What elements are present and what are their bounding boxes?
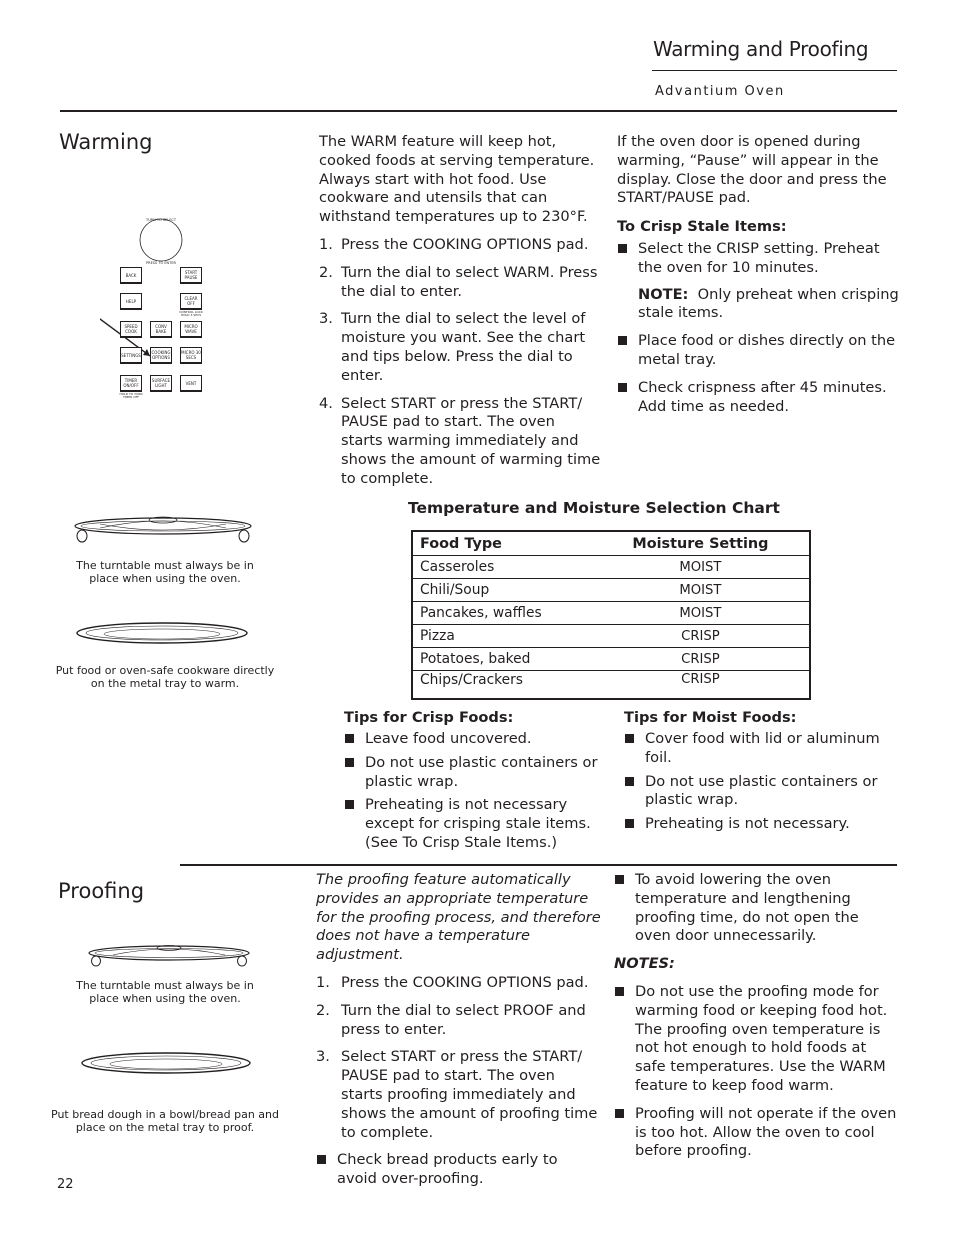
list-item: Do not use plastic containers or plastic wrap. [344,754,599,792]
list-item: Proofing will not operate if the oven is too hot. Allow the oven to cool before proofing. [614,1105,899,1161]
pad-surface-light: SURFACE LIGHT [150,375,172,392]
product-name: Advantium Oven [655,84,785,99]
pad-speed-cook: SPEED COOK [120,321,142,338]
turntable-icon [70,510,256,546]
square-bullet-icon [625,734,634,743]
proofing-bullets-right [614,871,899,946]
proofing-step: 2. Turn the dial to select PROOF and press to enter. [316,1001,586,1038]
square-bullet-icon [615,875,624,884]
column-header-food-type: Food Type [412,531,600,556]
header-divider [652,70,897,71]
table-row: Casseroles MOIST [412,556,810,579]
list-item: Do not use plastic containers or plastic wrap. [624,773,889,811]
pad-vent: VENT [180,375,202,392]
square-bullet-icon [317,1155,326,1164]
table-row: Potatoes, baked CRISP [412,648,810,671]
moisture-selection-table [411,530,811,700]
table-row: Pancakes, waffles MOIST [412,602,810,625]
warming-notes [617,133,902,416]
square-bullet-icon [625,777,634,786]
table-row: Pizza CRISP [412,625,810,648]
list-item: Select the CRISP setting. Preheat the oven for 10 minutes. [617,240,902,278]
warming-step: 1. Press the COOKING OPTIONS pad. [319,235,589,253]
proofing-notes [614,871,899,1161]
table-header-row [412,531,810,556]
square-bullet-icon [618,383,627,392]
pad-microwave: MICRO WAVE [180,321,202,338]
svg-text:PRESS TO ENTER: PRESS TO ENTER [146,261,176,265]
proofing-steps [316,974,601,1142]
svg-text:TURN TO SELECT: TURN TO SELECT [145,218,177,222]
table-row: Chips/Crackers CRISP [420,672,720,688]
crisp-stale-list [617,240,902,278]
square-bullet-icon [615,987,624,996]
pad-timer: TIMER ON/OFF [120,375,142,392]
list-item: Check crispness after 45 minutes. Add time as needed. [617,379,902,417]
door-pause-note: If the oven door is opened during warming, “Pause” will appear in the display. Close the door and press the START/PAUSE pad. [617,133,887,207]
turntable-caption: The turntable must always be in place when using the oven. [76,979,254,1005]
chart-title: Temperature and Moisture Selection Chart [408,499,780,517]
square-bullet-icon [615,1109,624,1118]
warming-intro: The WARM feature will keep hot, cooked foods at serving temperature. Always start with hot food. Use cookware and utensils that can withstand temperatures up to 230°F. [319,133,595,226]
tips-crisp [344,709,599,853]
control-panel-illustration [100,212,230,412]
table-row: Chili/Soup MOIST [412,579,810,602]
pad-clear-sublabel: CONTROL LOCK HOLD 3 SECS [179,310,203,317]
list-item: Place food or dishes directly on the metal tray. [617,332,902,370]
turntable-icon [85,940,253,970]
pad-conv-bake: CONV BAKE [150,321,172,338]
section-divider [180,864,897,866]
tips-moist-heading: Tips for Moist Foods: [624,709,797,726]
pad-start-pause: START PAUSE [180,267,202,284]
metal-tray-icon [80,1050,252,1076]
metal-tray-caption: Put food or oven-safe cookware directly on the metal tray to warm. [55,664,275,690]
pad-cooking-options: COOKING OPTIONS [150,347,172,364]
turntable-caption: The turntable must always be in place when using the oven. [76,559,254,585]
proofing-heading: Proofing [58,879,145,903]
crisp-stale-heading: To Crisp Stale Items: [617,218,787,236]
crisp-preheat-note: NOTE: Only preheat when crisping stale items. [638,285,899,322]
page-section-title: Warming and Proofing [653,37,869,61]
crisp-stale-list-continued [617,332,902,416]
tips-crisp-list [344,730,599,853]
square-bullet-icon [625,819,634,828]
list-item: Cover food with lid or aluminum foil. [624,730,889,768]
square-bullet-icon [345,800,354,809]
square-bullet-icon [345,758,354,767]
list-item: Preheating is not necessary. [624,815,889,834]
proofing-step: 1. Press the COOKING OPTIONS pad. [316,973,589,991]
proofing-bullets-left [316,1151,601,1189]
proofing-notes-list [614,983,899,1161]
proofing-instructions [316,871,601,1189]
list-item: Leave food uncovered. [344,730,599,749]
pad-timer-sublabel: HOLD TO TURN TIMER OFF [119,392,143,399]
pad-micro-30-secs: MICRO 30 SECS [180,347,202,364]
metal-tray-caption: Put bread dough in a bowl/bread pan and place on the metal tray to proof. [51,1108,279,1134]
warming-instructions [319,133,601,489]
column-header-moisture-setting: Moisture Setting [600,531,810,556]
warming-step: 2. Turn the dial to select WARM. Press the dial to enter. [319,263,598,300]
warming-steps [319,236,601,489]
square-bullet-icon [618,336,627,345]
warming-step: 4. Select START or press the START/ PAUSE pad to start. The oven starts warming immediately and shows the amount of warming time to complete. [319,394,601,487]
tips-moist [624,709,889,834]
tips-crisp-heading: Tips for Crisp Foods: [344,709,514,726]
notes-heading: NOTES: [614,955,675,973]
pad-clear-off: CLEAR OFF [180,293,202,310]
list-item: Do not use the proofing mode for warming food or keeping food hot. The proofing oven temperature is not hot enough to hold foods at safe temperatures. Use the WARM feature to keep food warm. [614,983,899,1096]
tips-moist-list [624,730,889,834]
list-item: Check bread products early to avoid over-proofing. [316,1151,601,1189]
top-divider [60,110,897,112]
pad-help: HELP [120,293,142,310]
page-number: 22 [57,1177,74,1192]
list-item: Preheating is not necessary except for crisping stale items. (See To Crisp Stale Items.) [344,796,599,852]
warming-heading: Warming [59,130,153,154]
metal-tray-icon [75,620,250,646]
pad-back: BACK [120,267,142,284]
square-bullet-icon [618,244,627,253]
proofing-step: 3. Select START or press the START/ PAUSE pad to start. The oven starts proofing immediately and shows the amount of proofing time to complete. [316,1048,598,1141]
warming-step: 3. Turn the dial to select the level of moisture you want. See the chart and tips below. Press the dial to enter. [319,310,586,384]
square-bullet-icon [345,734,354,743]
pad-settings: SETTINGS [120,347,142,364]
proofing-intro: The proofing feature automatically provides an appropriate temperature for the proofing process, and therefore does not have a temperature adjustment. [316,871,601,964]
list-item: To avoid lowering the oven temperature and lengthening proofing time, do not open the oven door unnecessarily. [614,871,899,946]
